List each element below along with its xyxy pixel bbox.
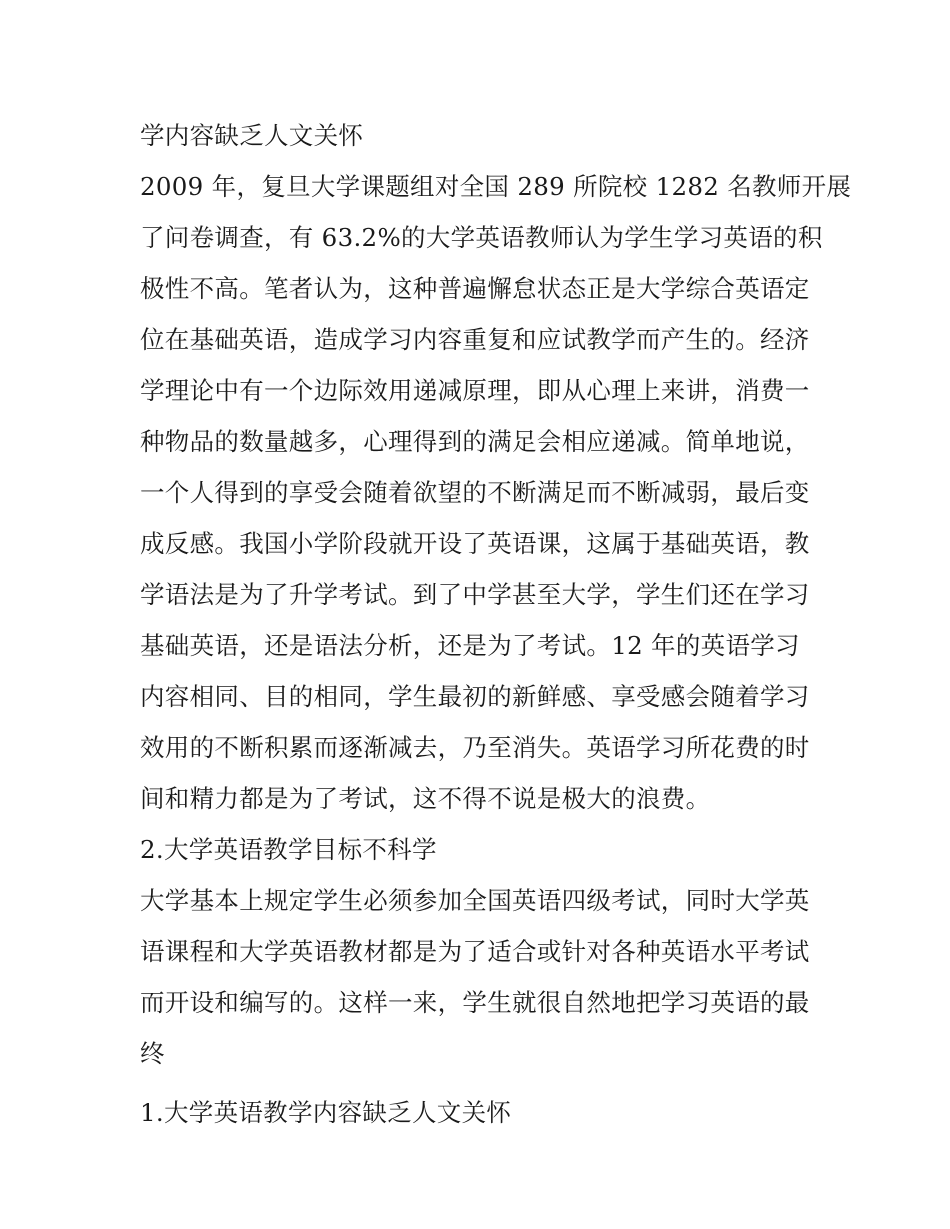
paragraph-line: 而开设和编写的。这样一来，学生就很自然地把学习英语的最 <box>140 988 810 1017</box>
paragraph-line: 种物品的数量越多，心理得到的满足会相应递减。简单地说， <box>140 427 810 456</box>
paragraph-line: 2009 年，复旦大学课题组对全国 289 所院校 1282 名教师开展 <box>140 172 852 201</box>
paragraph-line: 一个人得到的享受会随着欲望的不断满足而不断减弱，最后变 <box>140 478 810 507</box>
paragraph-line: 基础英语，还是语法分析，还是为了考试。12 年的英语学习 <box>140 631 800 660</box>
section-heading: 1.大学英语教学内容缺乏人文关怀 <box>140 1098 512 1127</box>
document-body <box>140 110 852 1138</box>
paragraph-line: 终 <box>140 1039 165 1068</box>
paragraph-line: 效用的不断积累而逐渐减去，乃至消失。英语学习所花费的时 <box>140 733 810 762</box>
paragraph-line: 学语法是为了升学考试。到了中学甚至大学，学生们还在学习 <box>140 580 810 609</box>
heading-fragment: 学内容缺乏人文关怀 <box>140 121 364 150</box>
paragraph-line: 学理论中有一个边际效用递减原理，即从心理上来讲，消费一 <box>140 376 810 405</box>
paragraph-line: 成反感。我国小学阶段就开设了英语课，这属于基础英语，教 <box>140 529 810 558</box>
paragraph-line: 极性不高。笔者认为，这种普遍懈怠状态正是大学综合英语定 <box>140 274 810 303</box>
paragraph-line: 位在基础英语，造成学习内容重复和应试教学而产生的。经济 <box>140 325 810 354</box>
paragraph-line: 间和精力都是为了考试，这不得不说是极大的浪费。 <box>140 784 711 813</box>
paragraph-line: 大学基本上规定学生必须参加全国英语四级考试，同时大学英 <box>140 886 810 915</box>
paragraph-line: 语课程和大学英语教材都是为了适合或针对各种英语水平考试 <box>140 937 810 966</box>
paragraph-line: 内容相同、目的相同，学生最初的新鲜感、享受感会随着学习 <box>140 682 810 711</box>
paragraph-line: 了问卷调查，有 63.2%的大学英语教师认为学生学习英语的积 <box>140 223 823 252</box>
section-heading: 2.大学英语教学目标不科学 <box>140 835 437 864</box>
